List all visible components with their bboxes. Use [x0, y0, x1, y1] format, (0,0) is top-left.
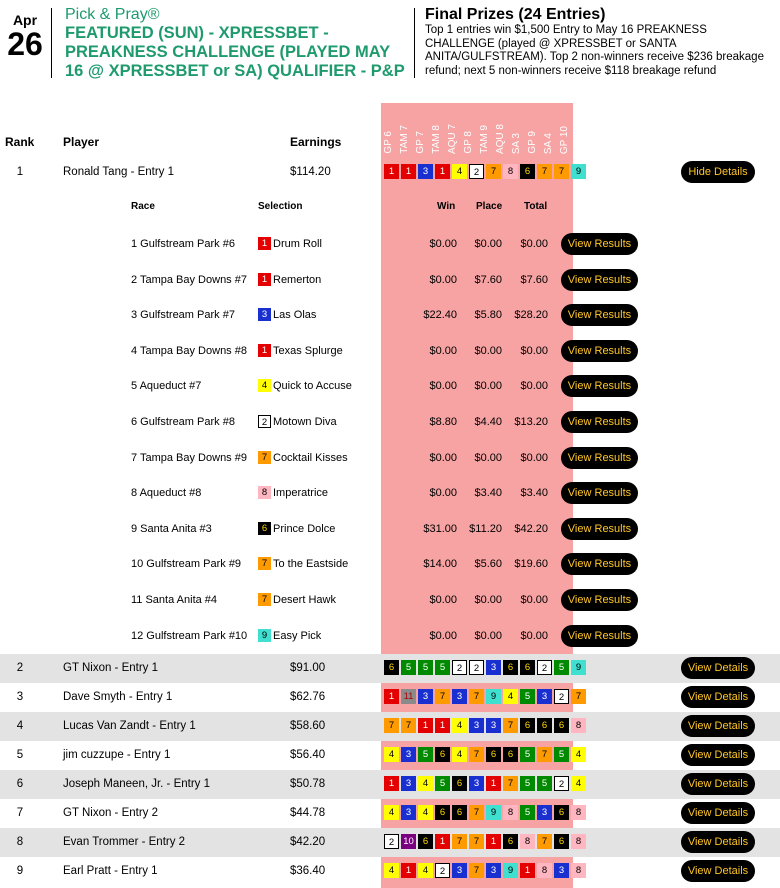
race-column-header: AQU 7	[447, 123, 458, 154]
selection-number: 6	[503, 834, 518, 849]
rank-value: 8	[16, 836, 24, 848]
contest-title	[65, 6, 410, 81]
selection-number: 3	[486, 718, 501, 733]
selection-number: 11	[401, 689, 416, 704]
view-results-button[interactable]: View Results	[561, 375, 638, 397]
selection-number: 1	[486, 834, 501, 849]
rank-value: 7	[16, 807, 24, 819]
selection-number: 6	[503, 660, 518, 675]
selection-number: 4	[258, 379, 271, 392]
selection-number: 8	[258, 486, 271, 499]
selection-number: 6	[384, 660, 399, 675]
selection-number: 1	[258, 237, 271, 250]
table-row	[0, 712, 780, 741]
view-results-button[interactable]: View Results	[561, 340, 638, 362]
view-details-button[interactable]: View Details	[681, 831, 755, 853]
total-value: $0.00	[520, 451, 548, 464]
race-detail-row	[0, 622, 780, 652]
player-name: GT Nixon - Entry 1	[63, 662, 159, 674]
selection-number: 9	[571, 660, 586, 675]
race-detail-row	[0, 550, 780, 580]
total-value: $0.00	[520, 344, 548, 357]
detail-total-header: Total	[524, 201, 548, 212]
date-month: Apr	[12, 12, 38, 28]
date-day: 26	[7, 26, 43, 62]
selection-number: 1	[384, 164, 399, 179]
selection-number: 1	[401, 863, 416, 878]
total-value: $0.00	[520, 238, 548, 250]
selection-number: 3	[452, 689, 467, 704]
table-row	[0, 857, 780, 886]
race-detail-row	[0, 515, 780, 545]
selection-number: 8	[503, 805, 518, 820]
contest-date	[0, 12, 50, 60]
selection-number: 4	[418, 776, 433, 791]
selection-number: 4	[452, 747, 467, 762]
earnings-value: $58.60	[290, 720, 326, 732]
selection-number: 2	[469, 660, 484, 675]
race-column-header: SA 4	[543, 132, 554, 154]
win-value: $0.00	[429, 380, 457, 393]
win-value: $0.00	[429, 273, 457, 286]
selection-number: 3	[401, 805, 416, 820]
race-name: 12 Gulfstream Park #10	[131, 629, 248, 642]
selection-number: 1	[435, 834, 450, 849]
place-value: $7.60	[474, 273, 502, 286]
selection-number: 4	[384, 805, 399, 820]
player-name: Ronald Tang - Entry 1	[63, 166, 175, 178]
selection-number: 3	[554, 863, 569, 878]
table-row	[0, 741, 780, 770]
selection-number: 5	[418, 660, 433, 675]
player-name: Lucas Van Zandt - Entry 1	[63, 720, 196, 732]
race-name: 5 Aqueduct #7	[131, 380, 202, 393]
race-detail-row	[0, 586, 780, 616]
selection-strip	[383, 862, 587, 881]
prizes-description: Top 1 entries win $1,500 Entry to May 16 PREAKNESS CHALLENGE (played @ XPRESSBET or SANTA ANITA/GULFSTREAM). Top 2 non-winners receive $236 breakage refund; next 5 non-winners receive $118 breakage refund	[425, 24, 764, 77]
view-results-button[interactable]: View Results	[561, 482, 638, 504]
selection-number: 3	[258, 308, 271, 321]
race-name: 11 Santa Anita #4	[131, 594, 218, 606]
horse-name: Prince Dolce	[273, 522, 336, 535]
player-name: Dave Smyth - Entry 1	[63, 691, 173, 703]
view-results-button[interactable]: View Results	[561, 553, 638, 575]
place-value: $3.40	[474, 487, 502, 500]
view-results-button[interactable]: View Results	[561, 304, 638, 326]
selection-strip	[383, 833, 587, 852]
view-results-button[interactable]: View Results	[561, 518, 638, 540]
race-name: 8 Aqueduct #8	[131, 487, 202, 500]
selection-number: 6	[520, 660, 535, 675]
selection-number: 6	[435, 805, 450, 820]
player-name: Earl Pratt - Entry 1	[63, 865, 158, 877]
detail-selection-header: Selection	[258, 201, 303, 212]
player-header: Player	[63, 135, 100, 149]
place-value: $0.00	[474, 380, 502, 393]
selection-number: 7	[503, 776, 518, 791]
horse-name: Las Olas	[273, 309, 317, 322]
selection-number: 6	[503, 747, 518, 762]
selection-number: 4	[503, 689, 518, 704]
selection-number: 7	[503, 718, 518, 733]
selection-number: 4	[571, 747, 586, 762]
selection-number: 6	[452, 776, 467, 791]
selection-number: 7	[554, 164, 569, 179]
rank-header: Rank	[5, 135, 35, 149]
race-detail-row	[0, 337, 780, 367]
player-name: Evan Trommer - Entry 2	[63, 836, 186, 848]
place-value: $0.00	[474, 451, 502, 464]
view-results-button[interactable]: View Results	[561, 411, 638, 433]
selection-number: 7	[258, 557, 271, 570]
selection-number: 2	[452, 660, 467, 675]
player-name: Joseph Maneen, Jr. - Entry 1	[63, 778, 211, 790]
selection-number: 6	[554, 805, 569, 820]
selection-number: 6	[452, 805, 467, 820]
selection-number: 1	[258, 273, 271, 286]
selection-number: 1	[258, 344, 271, 357]
selection-number: 4	[418, 863, 433, 878]
win-value: $0.00	[429, 238, 457, 250]
selection-number: 5	[554, 660, 569, 675]
selection-number: 3	[401, 747, 416, 762]
horse-name: Remerton	[273, 273, 322, 286]
prizes-panel	[425, 6, 770, 78]
selection-number: 6	[435, 747, 450, 762]
win-value: $22.40	[423, 309, 457, 322]
total-value: $0.00	[520, 594, 548, 606]
earnings-header: Earnings	[290, 135, 342, 149]
table-row	[0, 828, 780, 857]
selection-number: 5	[554, 747, 569, 762]
hide-details-button[interactable]: Hide Details	[681, 161, 755, 183]
selection-number: 7	[469, 805, 484, 820]
selection-number: 3	[469, 718, 484, 733]
selection-number: 6	[520, 718, 535, 733]
selection-number: 3	[452, 863, 467, 878]
race-name: 10 Gulfstream Park #9	[131, 558, 242, 571]
total-value: $28.20	[514, 309, 548, 322]
selection-number: 6	[520, 164, 535, 179]
selection-number: 1	[435, 718, 450, 733]
table-row	[0, 799, 780, 828]
contest-name: FEATURED (SUN) - XPRESSBET - PREAKNESS CHALLENGE (PLAYED MAY 16 @ XPRESSBET or SA) QUALIFIER - P&P	[65, 24, 405, 80]
selection-number: 5	[537, 776, 552, 791]
selection-number: 7	[384, 718, 399, 733]
place-value: $5.80	[474, 309, 502, 322]
selection-number: 8	[537, 863, 552, 878]
selection-number: 7	[537, 834, 552, 849]
selection-number: 6	[486, 747, 501, 762]
contest-header	[0, 0, 780, 90]
selection-number: 9	[503, 863, 518, 878]
selection-strip	[383, 688, 587, 707]
horse-name: Cocktail Kisses	[273, 451, 348, 464]
win-value: $0.00	[429, 451, 457, 464]
total-value: $42.20	[514, 522, 548, 535]
selection-number: 3	[469, 776, 484, 791]
selection-number: 7	[486, 164, 501, 179]
race-column-header: GP 10	[559, 125, 570, 154]
selection-number: 1	[384, 689, 399, 704]
selection-number: 2	[554, 689, 569, 704]
earnings-value: $91.00	[290, 662, 326, 674]
selection-number: 2	[384, 834, 399, 849]
win-value: $31.00	[423, 522, 457, 535]
selection-number: 7	[258, 451, 271, 464]
earnings-value: $50.78	[290, 778, 326, 790]
rank-value: 1	[16, 166, 24, 178]
selection-number: 6	[418, 834, 433, 849]
rank-value: 9	[16, 865, 24, 877]
selection-number: 6	[554, 718, 569, 733]
selection-number: 8	[503, 164, 518, 179]
view-details-button[interactable]: View Details	[681, 773, 755, 795]
selection-number: 7	[537, 747, 552, 762]
detail-race-header: Race	[131, 201, 155, 212]
place-value: $4.40	[474, 416, 502, 428]
earnings-value: $56.40	[290, 749, 326, 761]
race-name: 4 Tampa Bay Downs #8	[131, 344, 247, 357]
race-column-header: TAM 9	[479, 125, 490, 154]
selection-number: 2	[435, 863, 450, 878]
race-detail-row	[0, 301, 780, 331]
selection-number: 6	[258, 522, 271, 535]
race-detail-row	[0, 230, 780, 260]
selection-number: 4	[418, 805, 433, 820]
selection-number: 3	[486, 863, 501, 878]
earnings-value: $36.40	[290, 865, 326, 877]
selection-strip	[383, 804, 587, 823]
rank-value: 4	[16, 720, 24, 732]
player-name: jim cuzzupe - Entry 1	[63, 749, 171, 761]
selection-number: 8	[571, 834, 586, 849]
view-results-button[interactable]: View Results	[561, 589, 638, 611]
race-column-headers	[381, 103, 573, 158]
selection-number: 9	[486, 805, 501, 820]
place-value: $0.00	[474, 594, 502, 606]
race-column-header: GP 7	[415, 131, 426, 154]
selection-strip	[383, 659, 587, 678]
place-value: $0.00	[474, 629, 502, 642]
selection-number: 3	[418, 164, 433, 179]
view-details-button[interactable]: View Details	[681, 686, 755, 708]
horse-name: Imperatrice	[273, 487, 329, 500]
selection-number: 5	[520, 689, 535, 704]
selection-number: 7	[571, 689, 586, 704]
view-results-button[interactable]: View Results	[561, 269, 638, 291]
selection-number: 9	[258, 629, 271, 642]
table-row	[0, 158, 780, 187]
total-value: $19.60	[514, 558, 548, 571]
selection-number: 5	[520, 805, 535, 820]
total-value: $0.00	[520, 380, 548, 393]
race-column-header: TAM 7	[399, 125, 410, 154]
race-detail-row	[0, 408, 780, 438]
selection-number: 6	[537, 718, 552, 733]
rank-value: 3	[16, 691, 24, 703]
view-details-button[interactable]: View Details	[681, 657, 755, 679]
selection-number: 1	[401, 164, 416, 179]
race-name: 9 Santa Anita #3	[131, 522, 212, 535]
view-details-button[interactable]: View Details	[681, 802, 755, 824]
total-value: $13.20	[514, 416, 548, 428]
selection-number: 7	[452, 834, 467, 849]
race-detail-row	[0, 479, 780, 509]
win-value: $8.80	[429, 416, 457, 428]
view-details-button[interactable]: View Details	[681, 860, 755, 882]
selection-number: 7	[258, 593, 271, 606]
total-value: $0.00	[520, 629, 548, 642]
selection-number: 2	[469, 164, 484, 179]
view-details-button[interactable]: View Details	[681, 744, 755, 766]
selection-number: 5	[401, 660, 416, 675]
selection-number: 9	[486, 689, 501, 704]
selection-number: 3	[537, 805, 552, 820]
selection-number: 4	[384, 863, 399, 878]
selection-number: 7	[537, 164, 552, 179]
selection-number: 1	[435, 164, 450, 179]
earnings-value: $42.20	[290, 836, 326, 848]
selection-number: 5	[418, 747, 433, 762]
selection-number: 1	[418, 718, 433, 733]
view-results-button[interactable]: View Results	[561, 447, 638, 469]
horse-name: Texas Splurge	[273, 344, 343, 357]
race-name: 6 Gulfstream Park #8	[131, 416, 235, 428]
selection-number: 3	[537, 689, 552, 704]
selection-number: 4	[452, 718, 467, 733]
selection-number: 2	[554, 776, 569, 791]
win-value: $0.00	[429, 594, 457, 606]
rank-value: 2	[16, 662, 24, 674]
total-value: $7.60	[520, 273, 548, 286]
table-row	[0, 683, 780, 712]
player-name: GT Nixon - Entry 2	[63, 807, 159, 819]
prizes-title: Final Prizes (24 Entries)	[425, 6, 606, 23]
race-detail-row	[0, 372, 780, 402]
place-value: $11.20	[469, 522, 502, 535]
total-value: $3.40	[520, 487, 548, 500]
selection-number: 1	[486, 776, 501, 791]
win-value: $14.00	[423, 558, 457, 571]
selection-number: 8	[571, 863, 586, 878]
horse-name: To the Eastside	[273, 558, 349, 571]
win-value: $0.00	[429, 487, 457, 500]
earnings-value: $44.78	[290, 807, 326, 819]
selection-number: 3	[418, 689, 433, 704]
race-name: 7 Tampa Bay Downs #9	[131, 451, 247, 464]
selection-number: 4	[384, 747, 399, 762]
horse-name: Drum Roll	[273, 238, 322, 250]
selection-number: 8	[571, 718, 586, 733]
selection-number: 3	[486, 660, 501, 675]
selection-number: 1	[520, 863, 535, 878]
selection-number: 2	[537, 660, 552, 675]
race-column-header: GP 8	[463, 131, 474, 154]
selection-number: 7	[469, 689, 484, 704]
place-value: $0.00	[474, 238, 502, 250]
selection-number: 7	[469, 863, 484, 878]
selection-strip	[383, 717, 587, 736]
win-value: $0.00	[429, 344, 457, 357]
selection-number: 6	[554, 834, 569, 849]
place-value: $5.60	[474, 558, 502, 571]
selection-number: 3	[401, 776, 416, 791]
selection-strip	[383, 163, 587, 182]
selection-number: 8	[571, 805, 586, 820]
header-divider	[414, 8, 415, 78]
view-results-button[interactable]: View Results	[561, 625, 638, 647]
earnings-value: $114.20	[290, 166, 331, 178]
rank-value: 5	[16, 749, 24, 761]
horse-name: Desert Hawk	[273, 594, 336, 606]
selection-number: 7	[469, 747, 484, 762]
selection-number: 4	[452, 164, 467, 179]
place-value: $0.00	[474, 344, 502, 357]
horse-name: Quick to Accuse	[273, 380, 352, 393]
detail-place-header: Place	[476, 201, 503, 212]
table-row	[0, 654, 780, 683]
earnings-value: $62.76	[290, 691, 326, 703]
selection-number: 5	[435, 660, 450, 675]
selection-number: 5	[520, 776, 535, 791]
brand-name: Pick & Pray®	[65, 6, 160, 23]
header-divider	[51, 8, 52, 78]
selection-number: 5	[435, 776, 450, 791]
selection-strip	[383, 746, 587, 765]
selection-number: 4	[571, 776, 586, 791]
view-results-button[interactable]: View Results	[561, 233, 638, 255]
race-column-header: GP 6	[383, 131, 394, 154]
table-row	[0, 770, 780, 799]
race-column-header: TAM 8	[431, 125, 442, 154]
race-column-header: AQU 8	[495, 123, 506, 154]
selection-number: 1	[384, 776, 399, 791]
selection-strip	[383, 775, 587, 794]
horse-name: Easy Pick	[273, 629, 322, 642]
win-value: $0.00	[429, 629, 457, 642]
race-name: 2 Tampa Bay Downs #7	[131, 273, 247, 286]
detail-win-header: Win	[437, 201, 456, 212]
race-name: 1 Gulfstream Park #6	[131, 238, 235, 250]
race-detail-row	[0, 266, 780, 296]
selection-number: 7	[401, 718, 416, 733]
race-name: 3 Gulfstream Park #7	[131, 309, 235, 322]
horse-name: Motown Diva	[273, 416, 337, 428]
selection-number: 7	[469, 834, 484, 849]
selection-number: 7	[435, 689, 450, 704]
race-column-header: GP 9	[527, 131, 538, 154]
race-detail-row	[0, 444, 780, 474]
selection-number: 5	[520, 747, 535, 762]
rank-value: 6	[16, 778, 24, 790]
selection-number: 8	[520, 834, 535, 849]
selection-number: 9	[571, 164, 586, 179]
selection-number: 10	[401, 834, 416, 849]
view-details-button[interactable]: View Details	[681, 715, 755, 737]
race-column-header: SA 3	[511, 132, 522, 154]
selection-number: 2	[258, 415, 271, 428]
